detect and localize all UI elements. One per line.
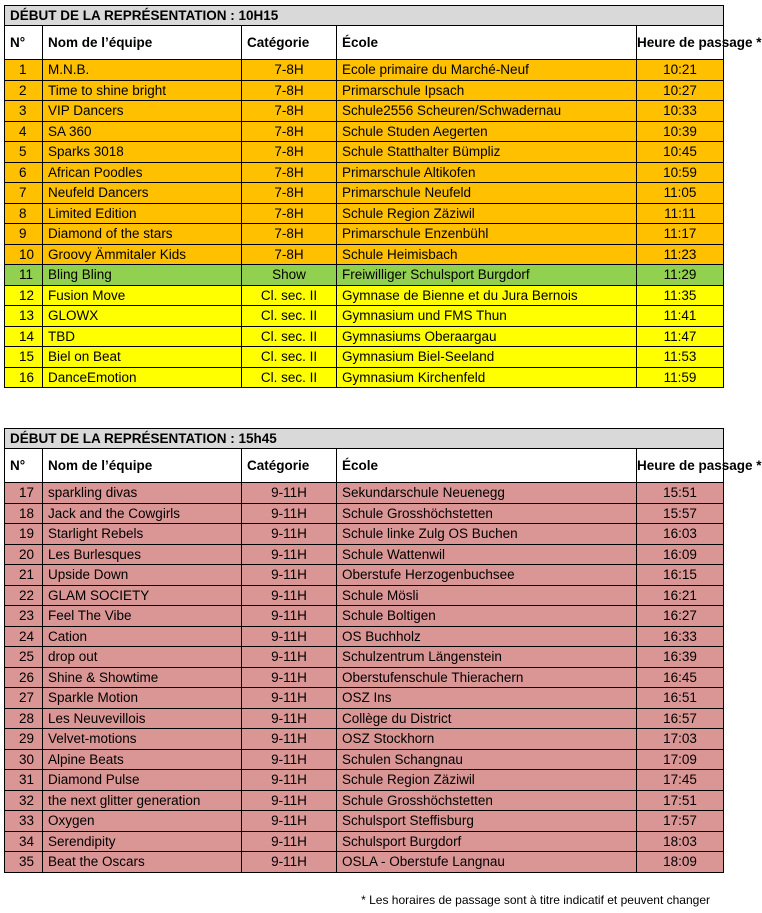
table-row — [5, 285, 724, 306]
cell-number: 27 — [5, 688, 43, 709]
cell-number: 22 — [5, 585, 43, 606]
table-row — [5, 162, 724, 183]
cell-time: 10:21 — [637, 60, 724, 81]
cell-time: 11:05 — [637, 183, 724, 204]
cell-number: 29 — [5, 729, 43, 750]
cell-category: Cl. sec. II — [242, 326, 337, 347]
cell-time: 11:23 — [637, 244, 724, 265]
cell-school: Schule Wattenwil — [337, 544, 637, 565]
cell-category: 9-11H — [242, 790, 337, 811]
cell-team: the next glitter generation — [43, 790, 242, 811]
cell-team: drop out — [43, 647, 242, 668]
header-category: Catégorie — [242, 26, 337, 60]
session-title: DÉBUT DE LA REPRÉSENTATION : 15h45 — [5, 429, 724, 449]
cell-number: 9 — [5, 224, 43, 245]
cell-number: 1 — [5, 60, 43, 81]
cell-category: 9-11H — [242, 667, 337, 688]
cell-time: 16:15 — [637, 565, 724, 586]
cell-category: 9-11H — [242, 585, 337, 606]
cell-school: Freiwilliger Schulsport Burgdorf — [337, 265, 637, 286]
cell-number: 5 — [5, 142, 43, 163]
table-row — [5, 831, 724, 852]
cell-category: Cl. sec. II — [242, 285, 337, 306]
table-row — [5, 606, 724, 627]
cell-team: Biel on Beat — [43, 347, 242, 368]
cell-number: 13 — [5, 306, 43, 327]
cell-time: 16:45 — [637, 667, 724, 688]
cell-number: 18 — [5, 503, 43, 524]
header-school: École — [337, 449, 637, 483]
cell-school: Oberstufe Herzogenbuchsee — [337, 565, 637, 586]
cell-number: 19 — [5, 524, 43, 545]
cell-school: OSLA - Oberstufe Langnau — [337, 852, 637, 873]
header-number: N° — [5, 26, 43, 60]
cell-school: Schule Grosshöchstetten — [337, 503, 637, 524]
cell-team: Limited Edition — [43, 203, 242, 224]
cell-category: 9-11H — [242, 606, 337, 627]
footnote: * Les horaires de passage sont à titre indicatif et peuvent changer — [361, 893, 710, 907]
cell-team: Velvet-motions — [43, 729, 242, 750]
cell-school: Schule Region Zäziwil — [337, 770, 637, 791]
cell-number: 33 — [5, 811, 43, 832]
cell-number: 15 — [5, 347, 43, 368]
cell-team: Diamond of the stars — [43, 224, 242, 245]
cell-time: 11:47 — [637, 326, 724, 347]
cell-category: 9-11H — [242, 708, 337, 729]
table-row — [5, 483, 724, 504]
header-school: École — [337, 26, 637, 60]
cell-number: 20 — [5, 544, 43, 565]
cell-category: 7-8H — [242, 203, 337, 224]
table-row — [5, 203, 724, 224]
cell-number: 14 — [5, 326, 43, 347]
cell-school: Schulzentrum Längenstein — [337, 647, 637, 668]
cell-category: 7-8H — [242, 80, 337, 101]
cell-category: 7-8H — [242, 142, 337, 163]
cell-school: Schulsport Burgdorf — [337, 831, 637, 852]
cell-category: 9-11H — [242, 831, 337, 852]
table-row — [5, 326, 724, 347]
cell-team: Time to shine bright — [43, 80, 242, 101]
cell-team: SA 360 — [43, 121, 242, 142]
cell-number: 30 — [5, 749, 43, 770]
cell-time: 15:51 — [637, 483, 724, 504]
cell-time: 15:57 — [637, 503, 724, 524]
cell-number: 2 — [5, 80, 43, 101]
header-row — [5, 449, 724, 483]
cell-category: 9-11H — [242, 544, 337, 565]
cell-school: Primarschule Altikofen — [337, 162, 637, 183]
header-category: Catégorie — [242, 449, 337, 483]
cell-school: Gymnasium Kirchenfeld — [337, 367, 637, 388]
cell-time: 17:45 — [637, 770, 724, 791]
cell-team: Sparks 3018 — [43, 142, 242, 163]
cell-time: 11:17 — [637, 224, 724, 245]
cell-team: GLOWX — [43, 306, 242, 327]
cell-school: Gymnasiums Oberaargau — [337, 326, 637, 347]
cell-number: 6 — [5, 162, 43, 183]
cell-number: 32 — [5, 790, 43, 811]
cell-category: 9-11H — [242, 770, 337, 791]
cell-school: Collège du District — [337, 708, 637, 729]
cell-team: Diamond Pulse — [43, 770, 242, 791]
table-row — [5, 503, 724, 524]
cell-category: 7-8H — [242, 121, 337, 142]
header-number: N° — [5, 449, 43, 483]
table-row — [5, 729, 724, 750]
cell-category: 7-8H — [242, 60, 337, 81]
cell-number: 8 — [5, 203, 43, 224]
cell-team: Serendipity — [43, 831, 242, 852]
cell-team: Sparkle Motion — [43, 688, 242, 709]
cell-team: African Poodles — [43, 162, 242, 183]
table-row — [5, 244, 724, 265]
cell-school: Schule Studen Aegerten — [337, 121, 637, 142]
cell-school: Schulen Schangnau — [337, 749, 637, 770]
cell-school: Primarschule Ipsach — [337, 80, 637, 101]
cell-time: 16:57 — [637, 708, 724, 729]
cell-number: 34 — [5, 831, 43, 852]
cell-team: Shine & Showtime — [43, 667, 242, 688]
cell-category: 7-8H — [242, 101, 337, 122]
cell-team: Groovy Ämmitaler Kids — [43, 244, 242, 265]
table-row — [5, 770, 724, 791]
cell-school: OS Buchholz — [337, 626, 637, 647]
table-row — [5, 524, 724, 545]
cell-number: 28 — [5, 708, 43, 729]
cell-category: Cl. sec. II — [242, 367, 337, 388]
cell-school: Schule Heimisbach — [337, 244, 637, 265]
table-row — [5, 60, 724, 81]
cell-time: 16:27 — [637, 606, 724, 627]
cell-time: 10:33 — [637, 101, 724, 122]
cell-team: VIP Dancers — [43, 101, 242, 122]
cell-number: 31 — [5, 770, 43, 791]
header-row — [5, 26, 724, 60]
table-row — [5, 224, 724, 245]
header-team: Nom de l’équipe — [43, 449, 242, 483]
cell-team: Cation — [43, 626, 242, 647]
table-row — [5, 367, 724, 388]
table-row — [5, 565, 724, 586]
table-row — [5, 852, 724, 873]
cell-number: 7 — [5, 183, 43, 204]
cell-time: 16:09 — [637, 544, 724, 565]
table-row — [5, 80, 724, 101]
cell-category: 7-8H — [242, 244, 337, 265]
cell-time: 11:11 — [637, 203, 724, 224]
cell-category: 9-11H — [242, 524, 337, 545]
table-row — [5, 101, 724, 122]
cell-time: 11:41 — [637, 306, 724, 327]
session-title: DÉBUT DE LA REPRÉSENTATION : 10H15 — [5, 6, 724, 26]
cell-category: 9-11H — [242, 503, 337, 524]
cell-number: 23 — [5, 606, 43, 627]
cell-time: 17:57 — [637, 811, 724, 832]
table-row — [5, 811, 724, 832]
table-row — [5, 183, 724, 204]
cell-school: Primarschule Enzenbühl — [337, 224, 637, 245]
cell-time: 18:03 — [637, 831, 724, 852]
table-row — [5, 626, 724, 647]
cell-time: 17:03 — [637, 729, 724, 750]
cell-school: Ecole primaire du Marché-Neuf — [337, 60, 637, 81]
cell-time: 11:59 — [637, 367, 724, 388]
cell-number: 12 — [5, 285, 43, 306]
table-row — [5, 347, 724, 368]
cell-time: 10:39 — [637, 121, 724, 142]
cell-team: Oxygen — [43, 811, 242, 832]
cell-category: 9-11H — [242, 647, 337, 668]
cell-team: Beat the Oscars — [43, 852, 242, 873]
cell-number: 11 — [5, 265, 43, 286]
cell-school: Gymnasium und FMS Thun — [337, 306, 637, 327]
cell-number: 24 — [5, 626, 43, 647]
cell-school: Gymnasium Biel-Seeland — [337, 347, 637, 368]
cell-time: 10:59 — [637, 162, 724, 183]
cell-school: Schule linke Zulg OS Buchen — [337, 524, 637, 545]
schedule-table-afternoon — [4, 428, 762, 873]
cell-team: Bling Bling — [43, 265, 242, 286]
table-row — [5, 647, 724, 668]
cell-team: Jack and the Cowgirls — [43, 503, 242, 524]
schedule-table-morning — [4, 5, 762, 388]
cell-team: TBD — [43, 326, 242, 347]
cell-category: 9-11H — [242, 811, 337, 832]
cell-time: 16:03 — [637, 524, 724, 545]
table-row — [5, 749, 724, 770]
cell-time: 18:09 — [637, 852, 724, 873]
cell-team: Fusion Move — [43, 285, 242, 306]
table-row — [5, 544, 724, 565]
cell-category: 7-8H — [242, 183, 337, 204]
cell-school: Gymnase de Bienne et du Jura Bernois — [337, 285, 637, 306]
cell-team: Feel The Vibe — [43, 606, 242, 627]
table-row — [5, 265, 724, 286]
cell-team: Les Burlesques — [43, 544, 242, 565]
cell-time: 16:51 — [637, 688, 724, 709]
cell-category: 7-8H — [242, 224, 337, 245]
cell-number: 3 — [5, 101, 43, 122]
cell-school: Oberstufenschule Thierachern — [337, 667, 637, 688]
cell-category: 9-11H — [242, 688, 337, 709]
table-row — [5, 790, 724, 811]
cell-time: 11:29 — [637, 265, 724, 286]
header-team: Nom de l’équipe — [43, 26, 242, 60]
cell-number: 21 — [5, 565, 43, 586]
cell-school: Schule Mösli — [337, 585, 637, 606]
cell-school: Schule Statthalter Bümpliz — [337, 142, 637, 163]
cell-school: Schule Region Zäziwil — [337, 203, 637, 224]
cell-team: sparkling divas — [43, 483, 242, 504]
cell-category: Cl. sec. II — [242, 306, 337, 327]
header-time: Heure de passage * — [637, 449, 724, 483]
cell-category: 9-11H — [242, 483, 337, 504]
cell-school: Sekundarschule Neuenegg — [337, 483, 637, 504]
cell-category: 7-8H — [242, 162, 337, 183]
cell-team: DanceEmotion — [43, 367, 242, 388]
cell-category: 9-11H — [242, 749, 337, 770]
cell-school: Schule2556 Scheuren/Schwadernau — [337, 101, 637, 122]
table-row — [5, 708, 724, 729]
cell-number: 25 — [5, 647, 43, 668]
cell-number: 10 — [5, 244, 43, 265]
cell-school: OSZ Ins — [337, 688, 637, 709]
cell-number: 26 — [5, 667, 43, 688]
cell-time: 16:21 — [637, 585, 724, 606]
cell-school: OSZ Stockhorn — [337, 729, 637, 750]
cell-category: 9-11H — [242, 565, 337, 586]
cell-team: GLAM SOCIETY — [43, 585, 242, 606]
cell-time: 10:27 — [637, 80, 724, 101]
cell-team: Alpine Beats — [43, 749, 242, 770]
table-row — [5, 688, 724, 709]
table-row — [5, 306, 724, 327]
table-row — [5, 585, 724, 606]
cell-time: 16:33 — [637, 626, 724, 647]
cell-time: 11:35 — [637, 285, 724, 306]
cell-school: Schule Boltigen — [337, 606, 637, 627]
cell-time: 10:45 — [637, 142, 724, 163]
table-row — [5, 142, 724, 163]
cell-team: Upside Down — [43, 565, 242, 586]
cell-team: Les Neuvevillois — [43, 708, 242, 729]
table-row — [5, 667, 724, 688]
cell-school: Schule Grosshöchstetten — [337, 790, 637, 811]
cell-time: 16:39 — [637, 647, 724, 668]
cell-team: Starlight Rebels — [43, 524, 242, 545]
table-row — [5, 121, 724, 142]
cell-category: 9-11H — [242, 852, 337, 873]
cell-time: 17:09 — [637, 749, 724, 770]
cell-category: Show — [242, 265, 337, 286]
cell-time: 11:53 — [637, 347, 724, 368]
cell-number: 4 — [5, 121, 43, 142]
cell-category: 9-11H — [242, 729, 337, 750]
cell-number: 17 — [5, 483, 43, 504]
cell-category: Cl. sec. II — [242, 347, 337, 368]
cell-school: Schulsport Steffisburg — [337, 811, 637, 832]
cell-team: M.N.B. — [43, 60, 242, 81]
cell-number: 16 — [5, 367, 43, 388]
cell-number: 35 — [5, 852, 43, 873]
cell-team: Neufeld Dancers — [43, 183, 242, 204]
header-time: Heure de passage * — [637, 26, 724, 60]
cell-school: Primarschule Neufeld — [337, 183, 637, 204]
cell-time: 17:51 — [637, 790, 724, 811]
cell-category: 9-11H — [242, 626, 337, 647]
